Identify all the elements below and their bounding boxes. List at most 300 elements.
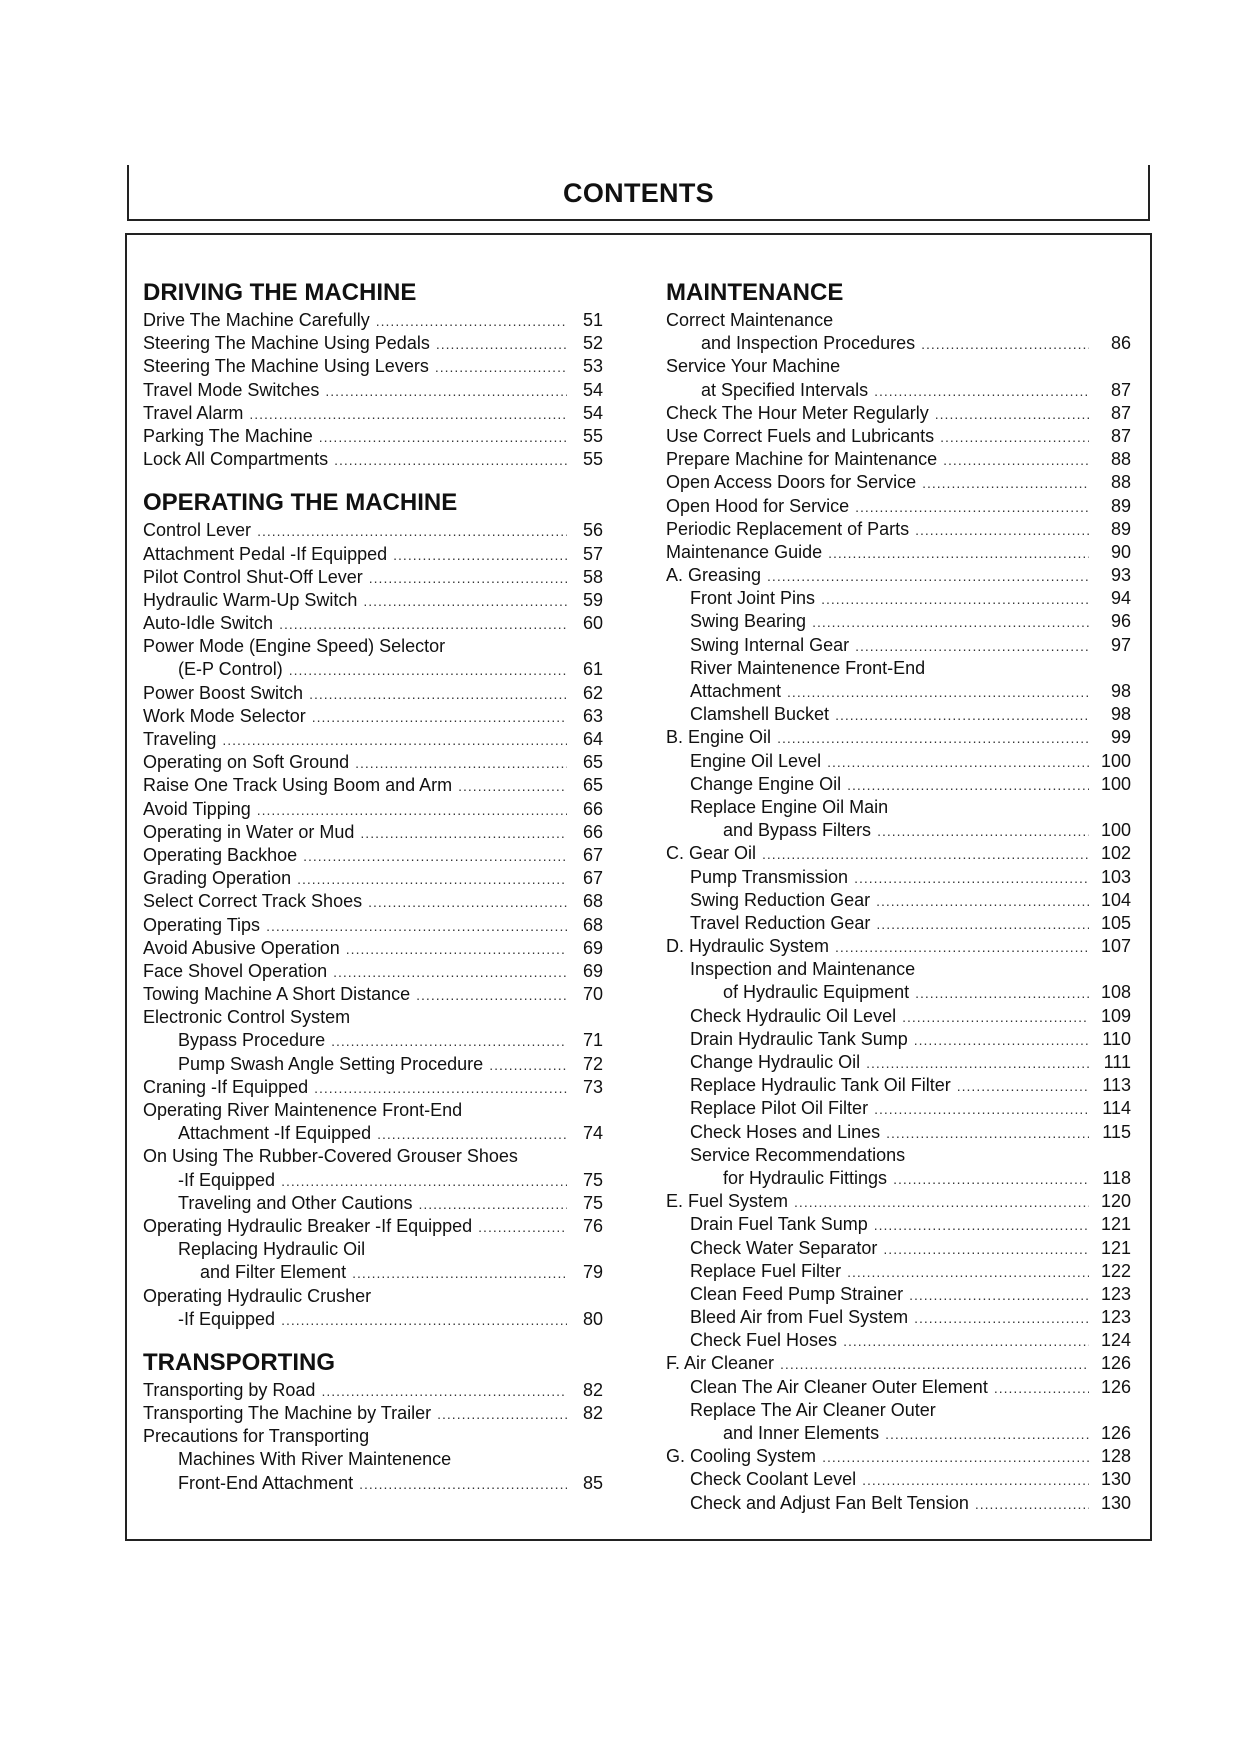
toc-entry[interactable] [666, 309, 1131, 332]
toc-entry-page: 66 [582, 798, 603, 819]
toc-entry-page: 87 [1110, 379, 1131, 400]
toc-entry[interactable] [666, 1422, 1131, 1445]
toc-entry[interactable] [143, 890, 603, 913]
toc-entry-title: Select Correct Track Shoes [143, 891, 363, 912]
toc-entry[interactable] [666, 1492, 1131, 1515]
page-title: CONTENTS [563, 178, 714, 208]
toc-entry[interactable] [143, 1402, 603, 1425]
toc-entry-page: 89 [1110, 518, 1131, 539]
toc-entry-page: 113 [1102, 1075, 1131, 1096]
toc-entry-page: 74 [582, 1123, 603, 1144]
dot-leader [360, 822, 567, 845]
toc-entry[interactable] [666, 1028, 1131, 1051]
toc-entry-title: Clean Feed Pump Strainer [690, 1283, 904, 1304]
section-maintenance [666, 279, 1131, 1515]
dot-leader [377, 1123, 567, 1146]
toc-entry-page: 97 [1110, 634, 1131, 655]
toc-entry-page: 100 [1100, 820, 1131, 841]
toc-entry[interactable] [143, 1425, 603, 1448]
toc-entry-page: 126 [1100, 1376, 1131, 1397]
toc-entry[interactable] [666, 1144, 1131, 1167]
toc-entry-page: 98 [1110, 681, 1131, 701]
toc-entry[interactable] [666, 471, 1131, 494]
dot-leader [314, 1077, 567, 1100]
toc-entry[interactable] [666, 332, 1131, 355]
dot-leader [855, 635, 1089, 658]
dot-leader [368, 891, 567, 914]
dot-leader [915, 519, 1089, 542]
toc-entry-page: 68 [582, 891, 603, 912]
toc-entry-title: Avoid Tipping [143, 798, 251, 819]
dot-leader [281, 1170, 567, 1193]
toc-entry-page: 114 [1102, 1098, 1131, 1119]
dot-leader [828, 542, 1089, 565]
toc-entry-page: 88 [1110, 472, 1131, 493]
toc-entry[interactable] [666, 1051, 1131, 1074]
dot-leader [436, 333, 567, 356]
toc-entry-title: Replace The Air Cleaner Outer [690, 1399, 936, 1420]
toc-entry[interactable] [666, 379, 1131, 402]
toc-entry-title: Check Hoses and Lines [690, 1121, 881, 1142]
toc-entry-title: Travel Alarm [143, 402, 244, 423]
toc-entry[interactable] [143, 728, 603, 751]
dot-leader [940, 426, 1089, 449]
dot-leader [762, 843, 1089, 866]
dot-leader [355, 752, 567, 775]
toc-entry-title: Steering The Machine Using Pedals [143, 333, 430, 354]
dot-leader [835, 704, 1089, 727]
dot-leader [312, 706, 567, 729]
toc-entry[interactable] [666, 1213, 1131, 1236]
dot-leader [478, 1216, 567, 1239]
toc-entry[interactable] [143, 1076, 603, 1099]
toc-entry-title: of Hydraulic Equipment [723, 982, 910, 1003]
toc-entry-title: Operating on Soft Ground [143, 752, 350, 773]
toc-entry[interactable] [143, 983, 603, 1006]
dot-leader [376, 310, 567, 333]
toc-entry-title: Replace Pilot Oil Filter [690, 1098, 869, 1119]
toc-entry-page: 94 [1110, 588, 1131, 609]
toc-entry-title: Transporting by Road [143, 1379, 316, 1400]
toc-entry[interactable] [143, 612, 603, 635]
toc-entry-page: 107 [1100, 936, 1131, 957]
toc-entry[interactable] [143, 844, 603, 867]
toc-entry[interactable] [143, 1192, 603, 1215]
toc-entry-page: 123 [1100, 1307, 1131, 1328]
toc-entry[interactable] [666, 518, 1131, 541]
toc-entry[interactable] [143, 1053, 603, 1076]
toc-entry-title: Pump Swash Angle Setting Procedure [178, 1053, 484, 1074]
toc-entry-title: Machines With River Maintenence [178, 1449, 452, 1470]
toc-entry-title: -If Equipped [178, 1308, 276, 1329]
toc-entry-title: On Using The Rubber-Covered Grouser Shoes [143, 1146, 518, 1167]
toc-entry[interactable] [666, 1237, 1131, 1260]
toc-entry[interactable] [143, 682, 603, 705]
toc-entry[interactable] [143, 1215, 603, 1238]
toc-entry[interactable] [143, 821, 603, 844]
toc-entry-page: 100 [1100, 750, 1131, 771]
toc-entry[interactable] [666, 1306, 1131, 1329]
toc-entry-page: 55 [582, 425, 603, 446]
dot-leader [418, 1193, 567, 1216]
toc-entry-page: 57 [582, 543, 603, 564]
toc-entry[interactable] [666, 1283, 1131, 1306]
toc-entry-page: 123 [1100, 1283, 1131, 1304]
dot-leader [935, 403, 1089, 426]
toc-entry[interactable] [143, 589, 603, 612]
toc-entry-title: G. Cooling System [666, 1446, 817, 1467]
section-operating-the-machine [143, 489, 603, 1331]
toc-entry[interactable] [143, 355, 603, 378]
dot-leader [458, 775, 567, 798]
toc-entry[interactable] [666, 726, 1131, 749]
toc-entry-title: Replace Fuel Filter [690, 1260, 842, 1281]
toc-entry-title: Open Hood for Service [666, 495, 850, 516]
dot-leader [319, 426, 567, 449]
toc-entry[interactable] [143, 1122, 603, 1145]
toc-entry[interactable] [666, 1352, 1131, 1375]
dot-leader [854, 867, 1089, 890]
toc-entry[interactable] [666, 1329, 1131, 1352]
toc-entry[interactable] [666, 541, 1131, 564]
toc-entry[interactable] [143, 937, 603, 960]
toc-entry[interactable] [143, 1145, 603, 1168]
toc-entry-title: Avoid Abusive Operation [143, 937, 340, 958]
toc-entry-title: Steering The Machine Using Levers [143, 356, 429, 377]
toc-entry-page: 124 [1100, 1330, 1131, 1351]
toc-entry-page: 122 [1100, 1260, 1131, 1281]
toc-entry-title: Control Lever [143, 520, 252, 541]
toc-entry[interactable] [143, 774, 603, 797]
dot-leader [279, 613, 567, 636]
toc-entry[interactable] [666, 773, 1131, 796]
toc-entry[interactable] [666, 1190, 1131, 1213]
toc-entry[interactable] [666, 958, 1131, 981]
toc-entry[interactable] [666, 680, 1131, 703]
dot-leader [435, 356, 567, 379]
toc-entry[interactable] [143, 914, 603, 937]
toc-entry[interactable] [666, 1445, 1131, 1468]
toc-entry-page: 55 [582, 449, 603, 470]
dot-leader [994, 1377, 1089, 1400]
toc-entry-page: 75 [582, 1169, 603, 1190]
toc-entry[interactable] [143, 960, 603, 983]
toc-entry[interactable] [666, 1005, 1131, 1028]
dot-leader [866, 1052, 1089, 1075]
dot-leader [257, 799, 567, 822]
section-heading: OPERATING THE MACHINE [143, 489, 458, 517]
toc-entry[interactable] [143, 1285, 603, 1308]
toc-entry-title: D. Hydraulic System [666, 936, 830, 957]
toc-entry-title: Attachment Pedal -If Equipped [143, 543, 388, 564]
toc-entry-page: 58 [582, 566, 603, 587]
toc-entry-title: Power Boost Switch [143, 682, 304, 703]
toc-entry[interactable] [666, 1097, 1131, 1120]
dot-leader [822, 1446, 1089, 1469]
toc-entry[interactable] [666, 355, 1131, 378]
toc-entry-title: Check The Hour Meter Regularly [666, 402, 929, 423]
toc-entry-title: Maintenance Guide [666, 541, 823, 562]
toc-entry-page: 88 [1110, 449, 1131, 470]
toc-entry[interactable] [143, 867, 603, 890]
dot-leader [363, 590, 567, 613]
toc-entry-page: 65 [582, 775, 603, 796]
toc-entry[interactable] [143, 1472, 603, 1495]
toc-entry-page: 126 [1100, 1423, 1131, 1443]
toc-entry[interactable] [666, 425, 1131, 448]
dot-leader [787, 681, 1089, 704]
toc-entry-page: 51 [582, 310, 603, 330]
toc-entry-title: Check Water Separator [690, 1237, 878, 1258]
toc-entry-page: 87 [1110, 425, 1131, 446]
toc-entry[interactable] [666, 657, 1131, 680]
toc-entry-page: 65 [582, 752, 603, 773]
dot-leader [812, 611, 1089, 634]
dot-leader [827, 751, 1089, 774]
toc-entry-title: River Maintenence Front-End [690, 657, 926, 678]
toc-entry[interactable] [143, 543, 603, 566]
toc-entry-title: Attachment -If Equipped [178, 1123, 372, 1144]
toc-entry[interactable] [666, 1121, 1131, 1144]
toc-entry-title: Inspection and Maintenance [690, 959, 916, 980]
toc-entry-title: Grading Operation [143, 868, 292, 889]
toc-entry-page: 69 [582, 960, 603, 981]
toc-entry[interactable] [143, 379, 603, 402]
toc-entry-title: Hydraulic Warm-Up Switch [143, 589, 358, 610]
toc-entry-page: 105 [1100, 912, 1131, 933]
toc-entry[interactable] [666, 889, 1131, 912]
dot-leader [843, 1330, 1089, 1353]
toc-entry-title: Electronic Control System [143, 1007, 351, 1028]
toc-entry[interactable] [666, 842, 1131, 865]
toc-entry[interactable] [143, 635, 603, 658]
toc-entry[interactable] [143, 1379, 603, 1402]
toc-entry-page: 66 [582, 821, 603, 842]
toc-entry-page: 100 [1100, 773, 1131, 794]
toc-entry-title: Operating Hydraulic Breaker -If Equipped [143, 1215, 473, 1236]
toc-entry[interactable] [666, 587, 1131, 610]
toc-entry[interactable] [143, 309, 603, 332]
toc-entry-title: Use Correct Fuels and Lubricants [666, 425, 935, 446]
dot-leader [331, 1030, 567, 1053]
toc-entry-page: 76 [582, 1215, 603, 1236]
toc-entry-title: Operating River Maintenence Front-End [143, 1100, 463, 1120]
toc-entry-title: and Bypass Filters [723, 820, 872, 841]
toc-entry-title: Engine Oil Level [690, 750, 822, 771]
toc-entry[interactable] [143, 1238, 603, 1261]
toc-entry[interactable] [666, 448, 1131, 471]
toc-entry[interactable] [143, 705, 603, 728]
toc-entry-title: and Inspection Procedures [701, 333, 916, 354]
dot-leader [794, 1191, 1089, 1214]
toc-entry-page: 64 [582, 729, 603, 749]
contents-table [125, 233, 1152, 1541]
toc-entry-title: C. Gear Oil [666, 843, 757, 864]
toc-entry-page: 54 [582, 402, 603, 423]
toc-entry-page: 54 [582, 379, 603, 400]
toc-entry[interactable] [666, 819, 1131, 842]
dot-leader [847, 1261, 1089, 1284]
dot-leader [222, 729, 567, 752]
toc-entry-page: 59 [582, 589, 603, 610]
toc-entry-title: Transporting The Machine by Trailer [143, 1403, 432, 1424]
toc-entry[interactable] [666, 750, 1131, 773]
toc-entry-page: 62 [582, 682, 603, 703]
toc-entry-title: Operating Hydraulic Crusher [143, 1285, 372, 1306]
toc-entry-page: 126 [1100, 1353, 1131, 1374]
toc-entry-page: 63 [582, 705, 603, 726]
dot-leader [489, 1054, 567, 1077]
toc-entry-title: Craning -If Equipped [143, 1076, 309, 1097]
right-column [666, 279, 1131, 1515]
toc-entry-title: Parking The Machine [143, 425, 313, 446]
toc-entry-page: 53 [582, 356, 603, 377]
toc-entry[interactable] [143, 425, 603, 448]
dot-leader [257, 520, 567, 543]
toc-entry[interactable] [666, 703, 1131, 726]
toc-entry-page: 86 [1110, 333, 1131, 354]
toc-entry-title: Face Shovel Operation [143, 960, 328, 981]
dot-leader [855, 496, 1089, 519]
toc-entry-title: Service Recommendations [690, 1144, 906, 1165]
toc-entry-title: Replacing Hydraulic Oil [178, 1239, 366, 1260]
toc-entry-title: Raise One Track Using Boom and Arm [143, 775, 453, 796]
toc-entry[interactable] [666, 610, 1131, 633]
toc-entry-page: 121 [1100, 1214, 1131, 1235]
dot-leader [876, 913, 1089, 936]
toc-entry-page: 72 [582, 1053, 603, 1074]
toc-entry-page: 52 [582, 333, 603, 354]
dot-leader [835, 936, 1089, 959]
toc-entry-page: 90 [1110, 541, 1131, 562]
toc-entry[interactable] [666, 1074, 1131, 1097]
toc-entry-page: 56 [582, 520, 603, 541]
toc-entry-title: Auto-Idle Switch [143, 613, 274, 634]
left-column [143, 279, 603, 1495]
toc-entry-page: 115 [1102, 1121, 1131, 1142]
toc-entry-page: 120 [1100, 1191, 1131, 1212]
toc-entry[interactable] [143, 798, 603, 821]
toc-entry-page: 80 [582, 1308, 603, 1329]
dot-leader [909, 1284, 1089, 1307]
toc-entry-title: Traveling [143, 729, 217, 749]
toc-entry-title: Pump Transmission [690, 866, 849, 887]
dot-leader [915, 982, 1089, 1005]
toc-entry[interactable] [666, 981, 1131, 1004]
toc-entry-page: 60 [582, 613, 603, 634]
toc-entry-title: Lock All Compartments [143, 449, 329, 470]
toc-entry[interactable] [143, 1308, 603, 1331]
toc-entry[interactable] [666, 495, 1131, 518]
dot-leader [876, 890, 1089, 913]
toc-entry[interactable] [143, 751, 603, 774]
dot-leader [922, 472, 1089, 495]
toc-entry-title: A. Greasing [666, 565, 762, 586]
dot-leader [352, 1262, 567, 1285]
toc-entry-title: Check Fuel Hoses [690, 1330, 838, 1351]
toc-entry[interactable] [143, 566, 603, 589]
toc-entry-title: at Specified Intervals [701, 379, 869, 400]
toc-entry[interactable] [666, 1376, 1131, 1399]
toc-entry[interactable] [143, 658, 603, 681]
toc-entry[interactable] [666, 796, 1131, 819]
toc-entry-title: Attachment [690, 681, 782, 701]
toc-entry[interactable] [666, 866, 1131, 889]
toc-entry[interactable] [666, 564, 1131, 587]
toc-entry[interactable] [666, 402, 1131, 425]
toc-entry-title: Operating Backhoe [143, 844, 298, 865]
toc-entry[interactable] [143, 332, 603, 355]
toc-entry-page: 109 [1100, 1005, 1131, 1026]
toc-entry-title: Operating in Water or Mud [143, 821, 355, 842]
toc-entry-title: for Hydraulic Fittings [723, 1167, 888, 1188]
toc-entry-title: Check Hydraulic Oil Level [690, 1005, 897, 1026]
dot-leader [309, 683, 567, 706]
dot-leader [393, 544, 567, 567]
toc-entry[interactable] [666, 1399, 1131, 1422]
dot-leader [346, 938, 567, 961]
toc-entry-page: 70 [582, 984, 603, 1005]
toc-entry-title: Swing Bearing [690, 611, 807, 632]
toc-entry-title: Correct Maintenance [666, 310, 834, 330]
toc-entry[interactable] [666, 634, 1131, 657]
toc-entry-title: Operating Tips [143, 914, 261, 935]
toc-entry[interactable] [143, 519, 603, 542]
toc-entry[interactable] [143, 1448, 603, 1471]
toc-entry-title: Front-End Attachment [178, 1472, 354, 1493]
dot-leader [303, 845, 567, 868]
dot-leader [914, 1029, 1089, 1052]
dot-leader [914, 1307, 1089, 1330]
toc-entry[interactable] [143, 1261, 603, 1284]
dot-leader [325, 380, 567, 403]
toc-entry[interactable] [143, 1006, 603, 1029]
toc-entry-page: 71 [582, 1030, 603, 1051]
toc-entry-page: 87 [1110, 402, 1131, 423]
toc-entry-title: Prepare Machine for Maintenance [666, 449, 938, 470]
toc-entry-page: 130 [1100, 1492, 1131, 1513]
toc-entry[interactable] [143, 1029, 603, 1052]
dot-leader [359, 1473, 567, 1496]
toc-entry-title: E. Fuel System [666, 1191, 789, 1212]
toc-entry[interactable] [143, 448, 603, 471]
dot-leader [862, 1469, 1089, 1492]
toc-entry-page: 61 [582, 659, 603, 680]
toc-entry[interactable] [143, 402, 603, 425]
dot-leader [893, 1168, 1089, 1191]
dot-leader [921, 333, 1089, 356]
toc-entry-title: Service Your Machine [666, 356, 841, 377]
dot-leader [943, 449, 1089, 472]
toc-entry[interactable] [143, 1169, 603, 1192]
toc-entry[interactable] [143, 1099, 603, 1122]
toc-entry[interactable] [666, 1260, 1131, 1283]
toc-entry[interactable] [666, 1167, 1131, 1190]
dot-leader [289, 659, 567, 682]
toc-entry-title: Drain Hydraulic Tank Sump [690, 1028, 908, 1049]
toc-entry-title: and Filter Element [200, 1262, 347, 1283]
toc-entry[interactable] [666, 1468, 1131, 1491]
section-transporting [143, 1349, 603, 1495]
toc-entry[interactable] [666, 935, 1131, 958]
toc-entry-title: Replace Hydraulic Tank Oil Filter [690, 1075, 951, 1096]
toc-entry-title: F. Air Cleaner [666, 1353, 775, 1374]
dot-leader [369, 567, 567, 590]
dot-leader [902, 1006, 1089, 1029]
toc-entry[interactable] [666, 912, 1131, 935]
contents-header [127, 165, 1150, 221]
dot-leader [874, 380, 1089, 403]
